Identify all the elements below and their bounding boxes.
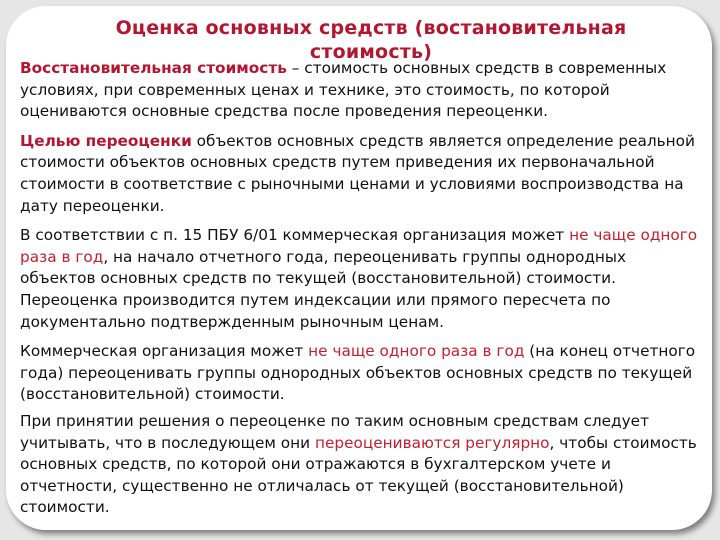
pbu-highlight: не чаще одного раза в год (20, 226, 698, 266)
term-revaluation-purpose: Целью переоценки (20, 131, 192, 150)
decision-text-end: , чтобы стоимость основных средств, по которой они отражаются в бухгалтерском учете и отчетности, существенно не отличалась от текущей (восстановительной) стоимости. (20, 433, 697, 517)
term-restoration-cost: Восстановительная стоимость (20, 59, 287, 77)
paragraph-purpose (20, 131, 706, 217)
definition-text: – стоимость основных средств в современных условиях, при современных ценах и технике, это стоимость, по которой оцениваются основные средства после проведения переоценки. (20, 59, 667, 121)
frequency-text-end: (на конец отчетного года) переоценивать группы однородных объектов основных средств по текущей (восстановительной) стоимости. (20, 342, 696, 404)
paragraph-definition (20, 58, 706, 123)
frequency-highlight: не чаще одного раза в год (308, 342, 525, 361)
paragraph-decision (20, 411, 706, 519)
content-card (6, 6, 712, 530)
slide-title: Оценка основных средств (востановительная стоимость) (115, 17, 627, 63)
frequency-text-start: Коммерческая организация может (20, 342, 309, 361)
purpose-text: объектов основных средств является определение реальной стоимости объектов основных средств путем приведения их первоначальной стоимости в соответствие с рыночными ценами и условиями воспроизводства на дату переоценки. (20, 131, 695, 215)
pbu-text-start: В соответствии с п. 15 ПБУ 6/01 коммерческая организация может (20, 226, 570, 245)
paragraph-frequency (20, 341, 706, 406)
slide-body (20, 58, 706, 527)
paragraph-pbu (20, 225, 706, 333)
pbu-text-end: , на начало отчетного года, переоценивать группы однородных объектов основных средств по текущей (восстановительной) стоимости. Переоценка производится путем индексации или прямого пересчета по документально подтвержденным рыночным ценам. (20, 247, 627, 331)
decision-highlight: переоцениваются регулярно (314, 433, 550, 452)
decision-text-start: При принятии решения о переоценке по таким основным средствам следует учитывать, что в последующем они (20, 411, 650, 452)
